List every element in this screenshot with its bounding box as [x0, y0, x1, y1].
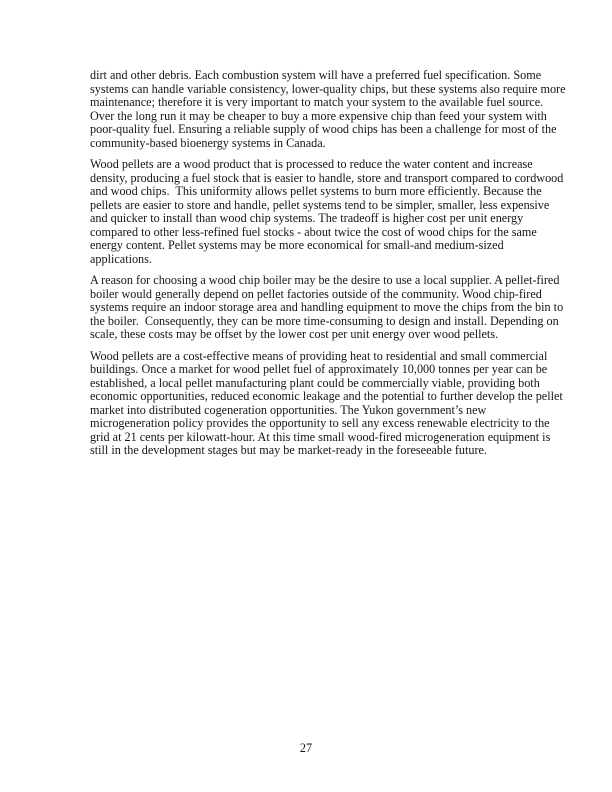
text-line: systems can handle variable consistency, lower-quality chips, but these systems also require more	[90, 81, 566, 96]
text-line: and quicker to install than wood chip systems. The tradeoff is higher cost per unit energy	[90, 211, 524, 225]
text-line: Over the long run it may be cheaper to buy a more expensive chip than feed your system with	[90, 108, 547, 123]
text-line: Wood pellets are a cost-effective means of providing heat to residential and small commercial	[90, 348, 548, 363]
text-line: maintenance; therefore it is very important to match your system to the available fuel source.	[90, 95, 544, 109]
text-line: market into distributed cogeneration opportunities. The Yukon government’s new	[90, 402, 487, 417]
text-line: A reason for choosing a wood chip boiler may be the desire to use a local supplier. A pellet-fired	[90, 273, 560, 287]
text-line: systems require an indoor storage area and handling equipment to move the chips from the bin to	[90, 300, 564, 314]
text-line: grid at 21 cents per kilowatt-hour. At this time small wood-fired microgeneration equipment is	[90, 429, 551, 444]
text-line: applications.	[90, 251, 152, 266]
body-text-block	[90, 68, 566, 466]
text-line: established, a local pellet manufacturing plant could be commercially viable, providing both	[90, 375, 540, 390]
text-line: dirt and other debris. Each combustion system will have a preferred fuel specification. Some	[90, 68, 542, 82]
text-line: energy content. Pellet systems may be more economical for small-and medium-sized	[90, 238, 504, 252]
paragraph-cost-effective-heat	[90, 348, 563, 458]
text-line: Wood pellets are a wood product that is processed to reduce the water content and increase	[90, 157, 533, 171]
text-line: poor-quality fuel. Ensuring a reliable supply of wood chips has been a challenge for most of the	[90, 122, 557, 136]
text-line: the boiler. Consequently, they can be more time-consuming to design and install. Depending on	[90, 313, 559, 328]
page-number: 27	[299, 741, 313, 755]
paragraph-fuel-specification	[90, 68, 566, 150]
text-line: economic opportunities, reduced economic leakage and the potential to further develop the pellet	[90, 389, 563, 403]
text-line: still in the development stages but may be market-ready in the foreseeable future.	[90, 443, 487, 457]
paragraph-wood-pellets	[90, 157, 564, 266]
text-line: buildings. Once a market for wood pellet fuel of approximately 10,000 tonnes per year can be	[90, 362, 548, 376]
paragraph-wood-chip-boiler	[90, 273, 564, 342]
text-line: and wood chips. This uniformity allows pellet systems to burn more efficiently. Because the	[90, 184, 542, 198]
text-line: pellets are easier to store and handle, pellet systems tend to be simpler, smaller, less expensive	[90, 197, 550, 212]
text-line: density, producing a fuel stock that is easier to handle, store and transport compared to cordwood	[90, 170, 564, 185]
text-line: community-based bioenergy systems in Canada.	[90, 135, 326, 150]
text-line: compared to other less-refined fuel stocks - about twice the cost of wood chips for the same	[90, 224, 537, 239]
text-line: scale, these costs may be offset by the lower cost per unit energy over wood pellets.	[90, 327, 499, 341]
text-line: microgeneration policy provides the opportunity to sell any excess renewable electricity to the	[90, 416, 550, 430]
page-footer	[0, 742, 612, 756]
text-line: boiler would generally depend on pellet factories outside of the community. Wood chip-fired	[90, 286, 542, 301]
